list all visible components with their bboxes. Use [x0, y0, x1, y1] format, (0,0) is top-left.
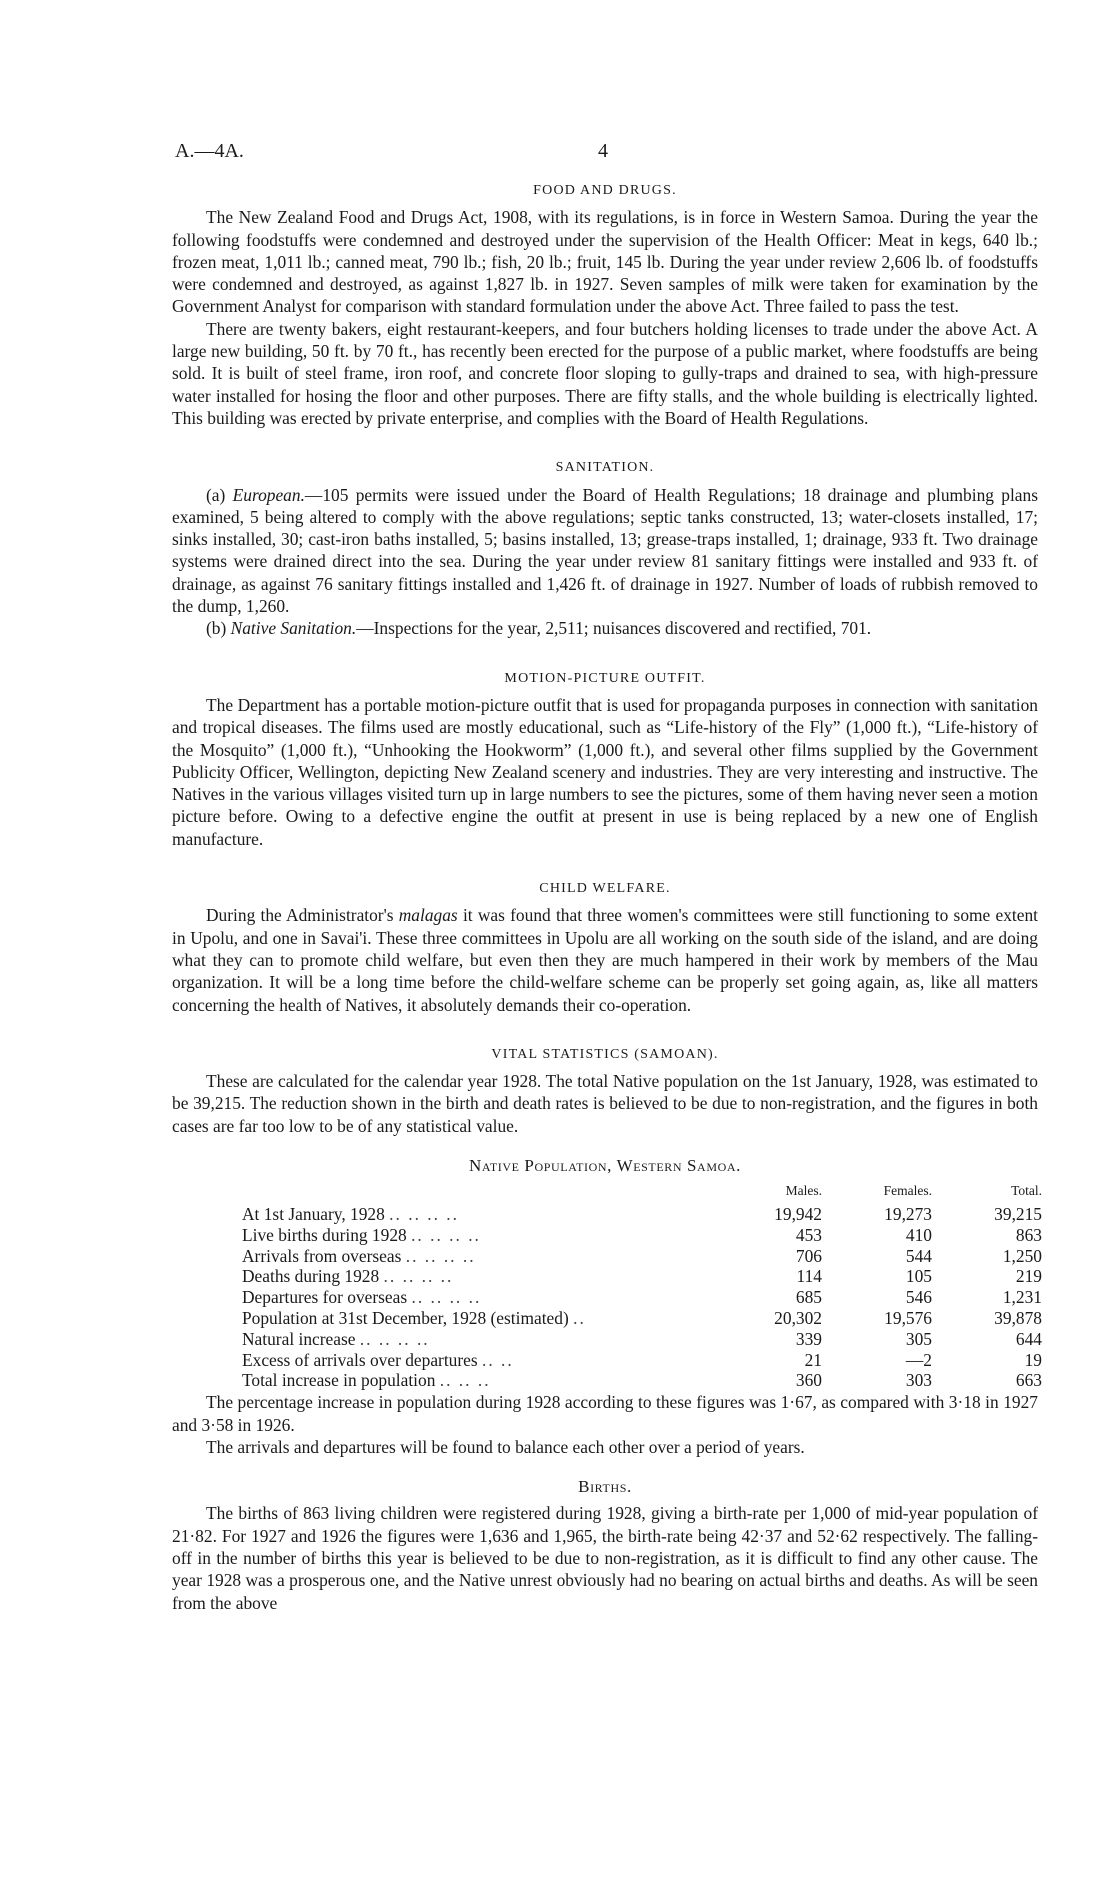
leader-dots: .. .. .. .. — [389, 1204, 459, 1225]
table-header-row — [242, 1181, 1042, 1204]
table-row — [242, 1266, 1042, 1287]
cell-females: 19,273 — [884, 1204, 932, 1225]
item-label-a: (a) — [206, 484, 226, 505]
cell-males: 453 — [795, 1224, 822, 1245]
paragraph-sanitation-european — [172, 484, 1038, 618]
row-label-cell — [242, 1246, 712, 1267]
table-row — [242, 1225, 1042, 1246]
row-label: Departures for overseas — [242, 1287, 408, 1308]
row-label: Live births during 1928 — [242, 1224, 407, 1245]
section-title-child-welfare: CHILD WELFARE. — [539, 881, 671, 897]
table-row — [242, 1287, 1042, 1308]
cell-females: 410 — [905, 1224, 932, 1245]
table-row — [242, 1204, 1042, 1225]
row-label-cell — [242, 1204, 712, 1225]
document-reference: A.—4A. — [175, 140, 244, 162]
row-label: Natural increase — [242, 1328, 356, 1349]
table-row — [242, 1350, 1042, 1371]
leader-dots: .. .. .. .. — [359, 1328, 430, 1349]
cell-total: 39,878 — [994, 1308, 1042, 1329]
row-label-cell — [242, 1308, 712, 1329]
cell-females: 305 — [905, 1328, 932, 1349]
row-label: At 1st January, 1928 — [242, 1204, 385, 1225]
cell-females: 544 — [905, 1245, 932, 1266]
row-label-cell — [242, 1350, 712, 1371]
cell-males: 360 — [795, 1370, 822, 1391]
column-header-females: Females. — [883, 1183, 932, 1199]
paragraph-births: The births of 863 living children were registered during 1928, giving a birth-rate per 1,000 of mid-year population of 21·82. For 1927 and 1926 the figures were 1,636 and 1,965, the birth-rate being 42·37 and 52·62 respectively. The falling-off in the number of births this year is believed to be due to non-registration, as it is difficult to find any other cause. The year 1928 was a prosperous one, and the Native unrest obviously had no bearing on actual births and deaths. As will be seen from the above — [172, 1503, 1038, 1613]
column-header-males: Males. — [785, 1183, 822, 1199]
cell-females: —2 — [905, 1349, 932, 1370]
leader-dots: .. .. .. — [439, 1370, 491, 1391]
leader-dots: .. .. — [482, 1349, 514, 1370]
row-label: Population at 31st December, 1928 (estimated) — [242, 1308, 569, 1329]
text-native-sanitation: —Inspections for the year, 2,511; nuisances discovered and rectified, 701. — [356, 618, 872, 639]
table-row — [242, 1370, 1042, 1391]
leader-dots: .. .. .. .. — [411, 1224, 481, 1245]
cell-males: 706 — [795, 1245, 822, 1266]
paragraph-child-welfare — [172, 904, 1038, 1015]
cell-total: 19 — [1024, 1349, 1042, 1370]
row-label-cell — [242, 1329, 712, 1350]
row-label: Arrivals from overseas — [242, 1245, 402, 1266]
table-row — [242, 1246, 1042, 1267]
section-title-food-and-drugs: FOOD AND DRUGS. — [533, 183, 677, 198]
row-label: Excess of arrivals over departures — [242, 1349, 478, 1370]
text-child-welfare-rest: it was found that three women's committees were still functioning to some extent in Upolu, and one in Savai'i. These three committees in Upolu are all working on the south side of the island, and are doing what they can to promote child welfare, but even then they are much hampered in their work by members of the Mau organization. It will be a long time before the child-welfare scheme can be properly set going again, as, like all matters concerning the health of Natives, it absolutely demands their co-operation. — [172, 905, 1038, 1015]
item-label-b: (b) — [206, 618, 227, 639]
text-european: —105 permits were issued under the Board of Health Regulations; 18 drainage and plumbing plans examined, 5 being altered to comply with the above regulations; septic tanks constructed, 13; water-closets installed, 17; sinks installed, 30; cast-iron baths installed, 5; basins installed, 13; grease-traps installed, 1; drainage, 933 ft. Two drainage systems were drained direct into the sea. During the year under review 81 sanitary fittings were installed and 933 ft. of drainage, as against 76 sanitary fittings installed and 1,426 ft. of drainage in 1927. Number of loads of rubbish removed to the dump, 1,260. — [172, 484, 1038, 617]
cell-males: 20,302 — [774, 1308, 822, 1329]
page-body — [172, 180, 1042, 1614]
cell-females: 303 — [905, 1370, 932, 1391]
cell-total: 39,215 — [994, 1204, 1042, 1225]
subheading-european: European. — [232, 484, 305, 505]
cell-total: 1,250 — [1002, 1245, 1042, 1266]
subheading-native-sanitation: Native Sanitation. — [230, 618, 357, 639]
paragraph-food-2: There are twenty bakers, eight restaurant-keepers, and four butchers holding licenses to trade under the above Act. A large new building, 50 ft. by 70 ft., has recently been erected for the purpose of a public market, where foodstuffs are being sold. It is built of steel frame, iron roof, and concrete floor sloping to gully-traps and drained to sea, with high-pressure water installed for hosing the floor and other purposes. There are fifty stalls, and the whole building is electrically lighted. This building was erected by private enterprise, and complies with the Board of Health Regulations. — [172, 318, 1038, 428]
column-header-total: Total. — [1011, 1183, 1042, 1199]
cell-total: 863 — [1015, 1224, 1042, 1245]
paragraph-arrivals-departures: The arrivals and departures will be found to balance each other over a period of years. — [206, 1436, 805, 1457]
cell-males: 685 — [795, 1287, 822, 1308]
cell-total: 219 — [1015, 1266, 1042, 1287]
cell-total: 644 — [1015, 1328, 1042, 1349]
cell-males: 114 — [796, 1266, 822, 1287]
table-row — [242, 1308, 1042, 1329]
cell-total: 663 — [1015, 1370, 1042, 1391]
cell-females: 105 — [905, 1266, 932, 1287]
row-label-cell — [242, 1370, 712, 1391]
table-title-native-population: Native Population, Western Samoa. — [469, 1155, 741, 1175]
row-label: Total increase in population — [242, 1370, 436, 1391]
paragraph-motion-picture: The Department has a portable motion-picture outfit that is used for propaganda purposes in connection with sanitation and tropical diseases. The films used are mostly educational, such as “Life-history of the Fly” (1,000 ft.), “Life-history of the Mosquito” (1,000 ft.), “Unhooking the Hookworm” (1,000 ft.), and several other films supplied by the Government Publicity Officer, Wellington, depicting New Zealand scenery and industries. They are very interesting and instructive. The Natives in the various villages visited turn up in large numbers to see the pictures, some of them having never seen a motion picture before. Owing to a defective engine the outfit at present in use is being replaced by a new one of English manufacture. — [172, 694, 1038, 849]
leader-dots: .. .. .. .. — [383, 1266, 454, 1287]
paragraph-food-1: The New Zealand Food and Drugs Act, 1908, with its regulations, is in force in Western Samoa. During the year the following foodstuffs were condemned and destroyed under the supervision of the Health Officer: Meat in kegs, 640 lb.; frozen meat, 1,011 lb.; canned meat, 790 lb.; fish, 20 lb.; fruit, 145 lb. During the year under review 2,606 lb. of foodstuffs were condemned and destroyed, as against 1,827 lb. in 1927. Seven samples of milk were taken for examination by the Government Analyst for comparison with standard formulation under the above Act. Three failed to pass the test. — [172, 207, 1038, 317]
cell-males: 339 — [795, 1328, 822, 1349]
cell-total: 1,231 — [1002, 1287, 1042, 1308]
cell-females: 546 — [905, 1287, 932, 1308]
text-child-welfare-start: During the Administrator's — [206, 905, 399, 926]
table-row — [242, 1329, 1042, 1350]
row-label-cell — [242, 1287, 712, 1308]
cell-females: 19,576 — [884, 1308, 932, 1329]
leader-dots: .. .. .. .. — [405, 1245, 476, 1266]
population-table — [242, 1181, 1042, 1391]
row-label-cell — [242, 1225, 712, 1246]
term-malagas: malagas — [398, 905, 458, 926]
cell-males: 21 — [804, 1349, 822, 1370]
page-number: 4 — [598, 140, 608, 162]
leader-dots: .. — [573, 1308, 586, 1329]
paragraph-sanitation-native — [172, 617, 1038, 639]
section-title-sanitation: SANITATION. — [555, 460, 655, 476]
row-label: Deaths during 1928 — [242, 1266, 380, 1287]
section-title-vital-statistics: VITAL STATISTICS (SAMOAN). — [491, 1046, 719, 1062]
paragraph-percentage-increase: The percentage increase in population during 1928 according to these figures was 1·67, as compared with 3·18 in 1927 and 3·58 in 1926. — [172, 1392, 1038, 1435]
row-label-cell — [242, 1266, 712, 1287]
cell-males: 19,942 — [774, 1204, 822, 1225]
section-title-motion-picture-outfit: MOTION-PICTURE OUTFIT. — [504, 670, 706, 686]
section-title-births: Births. — [578, 1477, 632, 1497]
paragraph-vital-statistics: These are calculated for the calendar year 1928. The total Native population on the 1st January, 1928, was estimated to be 39,215. The reduction shown in the birth and death rates is believed to be due to non-registration, and the figures in both cases are far too low to be of any statistical value. — [172, 1071, 1038, 1136]
leader-dots: .. .. .. .. — [411, 1287, 482, 1308]
